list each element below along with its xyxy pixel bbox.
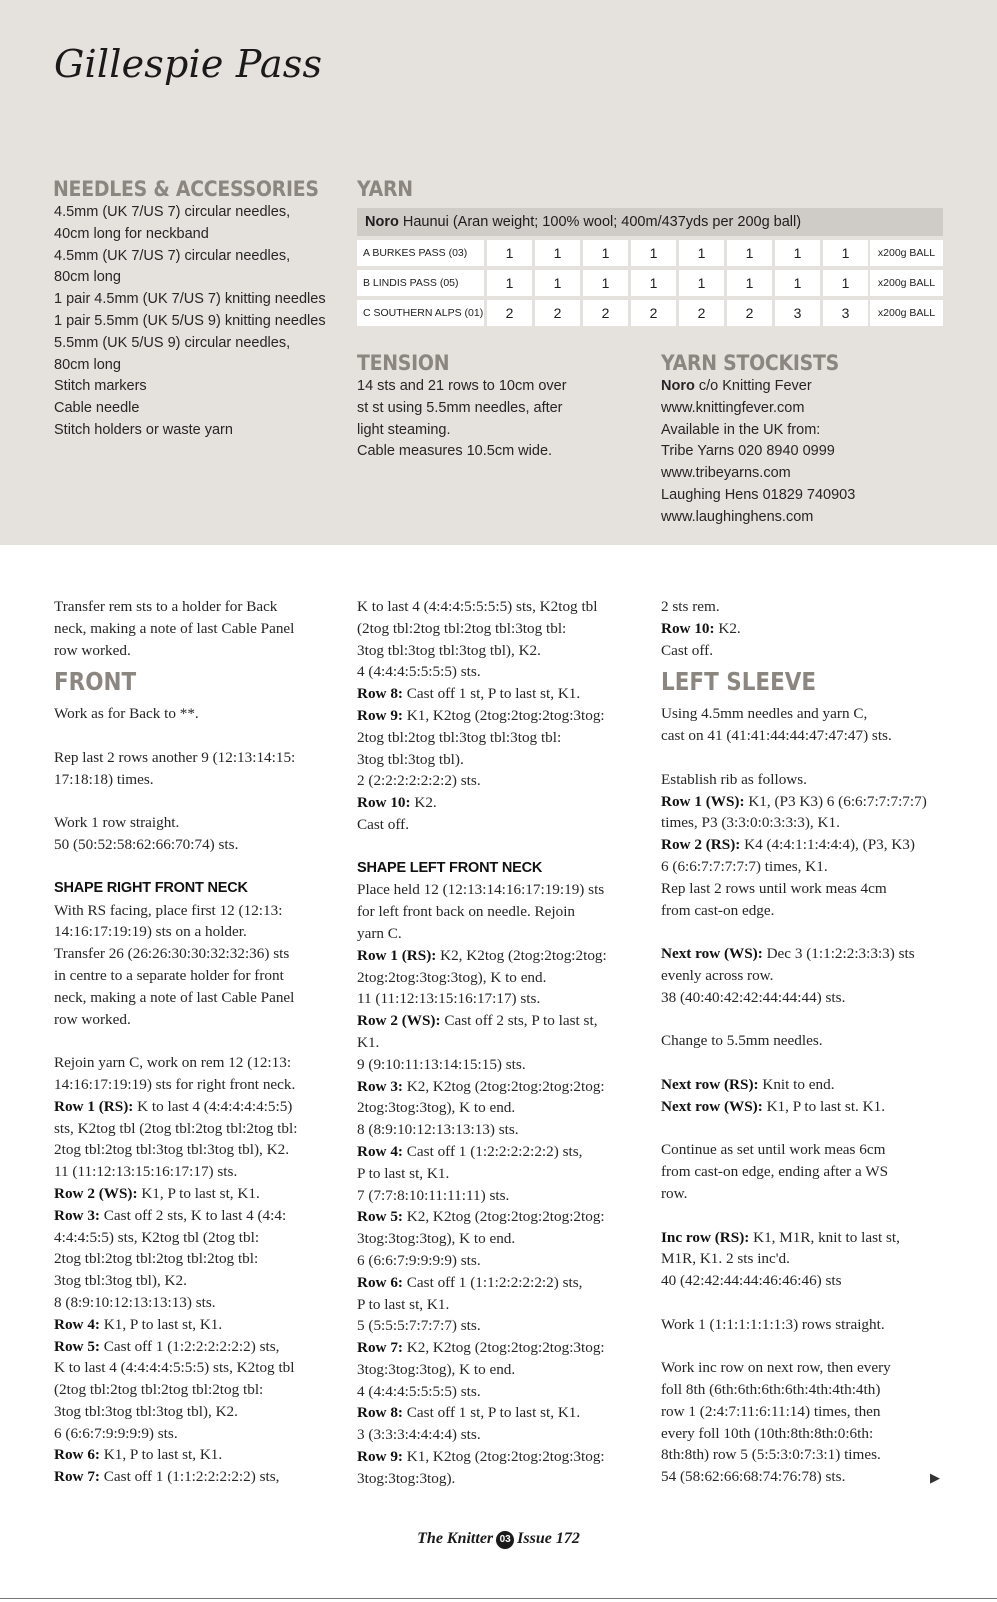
text-line: 3tog:3tog:3tog). [357,1469,456,1487]
yarn-unit: x200g BALL [870,270,943,296]
text-line: 8th:8th) row 5 (5:5:3:0:7:3:1) times. [661,1446,881,1464]
yarn-qty: 1 [727,240,772,266]
text-line: cast on 41 (41:41:44:44:47:47:47) sts. [661,727,892,745]
text-line: K to last 4 (4:4:4:4:5:5:5) sts, K2tog tbl [54,1359,295,1377]
yarn-qty: 1 [487,270,532,296]
yarn-qty: 2 [727,300,772,326]
tension-line: Cable measures 10.5cm wide. [357,443,553,460]
text-line: 3tog tbl:3tog tbl), K2. [54,1272,187,1290]
row-text: K2, K2tog (2tog:2tog:2tog:2tog: [406,1208,605,1226]
row-instruction [357,1402,647,1424]
yarn-desc-text: Haunui (Aran weight; 100% wool; 400m/437yds per 200g ball) [402,214,802,230]
text-line: (2tog tbl:2tog tbl:2tog tbl:2tog tbl: [54,1381,264,1399]
text-line: Transfer 26 (26:26:30:30:32:32:36) sts [54,945,290,963]
text-line: foll 8th (6th:6th:6th:6th:4th:4th:4th) [661,1381,881,1399]
row-label: Row 7: [357,1339,403,1357]
row-label: Row 4: [54,1315,100,1333]
row-text: Dec 3 (1:1:2:2:3:3:3) sts [766,945,915,963]
text-line: 11 (11:12:13:15:16:17:17) sts. [54,1163,238,1181]
row-label: Row 9: [357,706,403,724]
yarn-qty: 3 [775,300,820,326]
row-text: Cast off 1 st, P to last st, K1. [406,1404,581,1422]
row-label: Row 1 (RS): [357,946,437,964]
needles-heading: NEEDLES & ACCESSORIES [53,177,319,201]
row-instruction [54,1096,344,1118]
row-label: Row 3: [357,1077,403,1095]
pattern-column-2 [357,596,647,1490]
row-text: Cast off 1 (1:2:2:2:2:2:2) sts, [103,1337,280,1355]
row-text: K1, P to last st, K1. [141,1184,260,1202]
yarn-qty: 1 [535,270,580,296]
row-label: Row 10: [357,794,411,812]
page-footer [0,1530,997,1549]
row-text: K2. [718,619,741,637]
row-text: Cast off 1 (1:1:2:2:2:2:2) sts, [406,1273,583,1291]
pattern-column-3 [661,596,951,1488]
row-label: Next row (WS): [661,945,763,963]
row-label: Row 3: [54,1206,100,1224]
text-line: 2 sts rem. [661,598,720,615]
text-line: 4:4:4:5:5) sts, K2tog tbl (2tog tbl: [54,1228,260,1246]
continue-arrow-icon: ▶ [930,1471,940,1486]
text-line: 3tog:3tog:3tog), K to end. [357,1230,516,1248]
text-line: With RS facing, place first 12 (12:13: [54,901,283,919]
yarn-qty: 1 [775,240,820,266]
yarn-qty: 1 [487,240,532,266]
pattern-column-1 [54,596,344,1488]
row-label: Row 1 (RS): [54,1097,134,1115]
stockists-heading: YARN STOCKISTS [661,351,839,375]
text-line: Transfer rem sts to a holder for Back [54,598,278,615]
stockists-line: www.laughinghens.com [661,508,814,525]
text-line: row. [661,1184,688,1202]
stockists-line: Tribe Yarns 020 8940 0999 [661,443,835,460]
row-text: K2, K2tog (2tog:2tog:2tog:2tog: [406,1077,605,1095]
text-line: 6 (6:6:7:9:9:9:9) sts. [357,1251,481,1269]
text-line: 2 (2:2:2:2:2:2:2) sts. [357,772,481,790]
row-instruction [661,834,951,856]
text-line: 2tog tbl:2tog tbl:2tog tbl:2tog tbl: [54,1250,259,1268]
text-line: 8 (8:9:10:12:13:13:13) sts. [357,1121,519,1139]
text-line: Establish rib as follows. [661,770,807,788]
yarn-qty: 1 [823,270,868,296]
text-line: Cast off. [357,815,410,833]
text-line: 3tog tbl:3tog tbl:3tog tbl), K2. [357,641,541,659]
yarn-qty: 1 [727,270,772,296]
row-label: Row 10: [661,619,715,637]
text-line: every foll 10th (10th:8th:8th:0:6th: [661,1424,874,1442]
row-label: Row 1 (WS): [661,792,745,810]
needles-line: 1 pair 4.5mm (UK 7/US 7) knitting needles [54,291,326,308]
yarn-description [357,208,943,236]
yarn-heading: YARN [357,177,413,201]
row-instruction [661,1074,951,1096]
yarn-colour-label: C SOUTHERN ALPS (01) [357,300,484,326]
text-line: Work inc row on next row, then every [661,1359,891,1377]
yarn-qty: 1 [535,240,580,266]
text-line: Rejoin yarn C, work on rem 12 (12:13: [54,1054,292,1072]
needles-line: Cable needle [54,400,140,417]
row-label: Row 5: [357,1208,403,1226]
text-line: 2tog:2tog:3tog:3tog), K to end. [357,968,547,986]
issue-number: Issue 172 [517,1530,580,1547]
needles-line: 80cm long [54,356,121,373]
yarn-qty: 1 [583,270,628,296]
text-line: 6 (6:6:7:9:9:9:9) sts. [54,1424,178,1442]
yarn-brand: Noro [365,214,399,230]
text-line: 17:18:18) times. [54,770,154,788]
text-line: yarn C. [357,924,402,942]
text-line: from cast-on edge. [661,901,775,919]
stockists-line: Available in the UK from: [661,421,821,438]
needles-list [54,202,326,442]
row-text: K2, K2tog (2tog:2tog:2tog: [440,946,607,964]
stockists-line: www.knittingfever.com [661,399,805,416]
yarn-row-c [357,300,947,326]
row-label: Row 2 (RS): [661,836,741,854]
needles-line: 4.5mm (UK 7/US 7) circular needles, [54,247,291,264]
text-line: for left front back on needle. Rejoin [357,903,576,921]
magazine-name: The Knitter [417,1530,494,1547]
row-instruction [54,1444,344,1466]
row-text: Cast off 1 (1:1:2:2:2:2:2) sts, [103,1468,280,1486]
text-line: 40 (42:42:44:44:46:46:46) sts [661,1272,842,1290]
row-label: Row 4: [357,1142,403,1160]
row-instruction [357,1337,647,1359]
text-line: 3tog tbl:3tog tbl). [357,750,464,768]
needles-line: 40cm long for neckband [54,225,209,242]
text-line: 38 (40:40:42:42:44:44:44) sts. [661,988,846,1006]
row-label: Next row (WS): [661,1097,763,1115]
text-line: row 1 (2:4:7:11:6:11:14) times, then [661,1402,881,1420]
row-text: K1, P to last st, K1. [103,1315,223,1333]
row-text: K2, K2tog (2tog:2tog:2tog:3tog: [406,1339,605,1357]
tension-heading: TENSION [357,351,450,375]
row-text: K1, K2tog (2tog:2tog:2tog:3tog: [406,706,605,724]
text-line: 6 (6:6:7:7:7:7:7) times, K1. [661,857,828,875]
text-line: 8 (8:9:10:12:13:13:13) sts. [54,1293,216,1311]
text-line: 3 (3:3:3:4:4:4:4) sts. [357,1426,481,1444]
row-text: K to last 4 (4:4:4:4:4:5:5) [137,1097,293,1115]
row-text: Cast off 2 sts, P to last st, [444,1012,598,1030]
text-line: 5 (5:5:5:7:7:7:7) sts. [357,1317,481,1335]
row-text: Cast off 2 sts, K to last 4 (4:4: [103,1206,287,1224]
row-instruction [661,1096,951,1118]
text-line: 2tog:3tog:3tog), K to end. [357,1099,516,1117]
yarn-unit: x200g BALL [870,300,943,326]
text-line: 2tog tbl:2tog tbl:3tog tbl:3tog tbl), K2. [54,1141,289,1159]
text-line: P to last st, K1. [357,1164,450,1182]
yarn-qty: 1 [679,270,724,296]
text-line: neck, making a note of last Cable Panel [54,988,295,1006]
text-line: 50 (50:52:58:62:66:70:74) sts. [54,836,239,854]
row-instruction [54,1466,344,1488]
yarn-qty: 3 [823,300,868,326]
yarn-qty: 2 [535,300,580,326]
yarn-qty: 2 [487,300,532,326]
yarn-row-a [357,240,947,266]
page-number-badge: 03 [496,1531,514,1549]
row-instruction [357,945,647,967]
text-line: row worked. [54,1010,131,1028]
row-instruction [357,1010,647,1032]
yarn-colour-label: A BURKES PASS (03) [357,240,484,266]
row-text: Cast off 1 (1:2:2:2:2:2:2) sts, [406,1142,583,1160]
text-line: 4 (4:4:4:5:5:5:5) sts. [357,663,481,681]
front-heading: FRONT [54,667,137,697]
stockists-line [661,376,855,398]
text-line: 11 (11:12:13:15:16:17:17) sts. [357,990,541,1008]
row-label: Row 8: [357,685,403,703]
yarn-qty: 1 [631,240,676,266]
text-line: in centre to a separate holder for front [54,966,284,984]
text-line: P to last st, K1. [357,1295,450,1313]
stockist-brand: Noro [661,378,695,394]
tension-text [357,376,567,463]
bottom-rule [0,1598,997,1599]
row-label: Row 6: [357,1273,403,1291]
row-instruction [357,1141,647,1163]
needles-line: Stitch holders or waste yarn [54,421,233,438]
row-label: Row 6: [54,1446,100,1464]
text-line: Cast off. [661,641,714,659]
yarn-unit: x200g BALL [870,240,943,266]
left-sleeve-heading: LEFT SLEEVE [661,667,817,697]
text-line: Using 4.5mm needles and yarn C, [661,705,868,723]
row-text: K1, P to last st, K1. [103,1446,223,1464]
text-line: row worked. [54,641,131,659]
text-line: Place held 12 (12:13:14:16:17:19:19) sts [357,881,605,899]
text-line: Work 1 row straight. [54,814,180,832]
text-line: Work as for Back to **. [54,705,199,723]
needles-line: 4.5mm (UK 7/US 7) circular needles, [54,204,291,220]
text-line: Rep last 2 rows another 9 (12:13:14:15: [54,748,296,766]
yarn-qty: 2 [679,300,724,326]
row-instruction [357,792,647,814]
needles-line: 1 pair 5.5mm (UK 5/US 9) knitting needles [54,312,326,329]
yarn-qty: 1 [775,270,820,296]
row-text: K4 (4:4:1:1:4:4:4), (P3, K3) [744,836,915,854]
row-instruction [357,1076,647,1098]
yarn-colour-label: B LINDIS PASS (05) [357,270,484,296]
text-line: 9 (9:10:11:13:14:15:15) sts. [357,1055,526,1073]
row-instruction [357,1206,647,1228]
needles-line: 5.5mm (UK 5/US 9) circular needles, [54,334,291,351]
row-instruction [54,1205,344,1227]
text-line: Continue as set until work meas 6cm [661,1141,886,1159]
row-label: Next row (RS): [661,1075,759,1093]
tension-line: st st using 5.5mm needles, after [357,399,563,416]
stockists-line: www.tribeyarns.com [661,465,791,482]
text-line: Change to 5.5mm needles. [661,1032,823,1050]
row-instruction [54,1314,344,1336]
row-instruction [54,1336,344,1358]
yarn-qty: 1 [823,240,868,266]
row-text: K1, M1R, knit to last st, [753,1228,900,1246]
yarn-row-b [357,270,947,296]
row-instruction [661,791,951,813]
row-label: Row 5: [54,1337,100,1355]
stockists-text [661,376,855,529]
text-line: sts, K2tog tbl (2tog tbl:2tog tbl:2tog tbl: [54,1119,298,1137]
yarn-qty: 2 [583,300,628,326]
needles-line: 80cm long [54,269,121,286]
row-label: Row 2 (WS): [54,1184,138,1202]
text-line: 7 (7:7:8:10:11:11:11) sts. [357,1186,510,1204]
text-line: K1. [357,1033,380,1051]
text-line: Work 1 (1:1:1:1:1:1:3) rows straight. [661,1315,885,1333]
row-label: Inc row (RS): [661,1228,750,1246]
text-line: from cast-on edge, ending after a WS [661,1163,889,1181]
row-label: Row 7: [54,1468,100,1486]
row-label: Row 2 (WS): [357,1012,441,1030]
info-panel [0,0,997,545]
yarn-qty: 1 [583,240,628,266]
text-line: neck, making a note of last Cable Panel [54,619,295,637]
text-line: times, P3 (3:3:0:0:3:3:3), K1. [661,814,840,832]
row-instruction [357,1272,647,1294]
row-text: K1, K2tog (2tog:2tog:2tog:3tog: [406,1448,605,1466]
tension-line: 14 sts and 21 rows to 10cm over [357,378,567,394]
row-text: K2. [414,794,437,812]
shape-left-front-neck-heading: SHAPE LEFT FRONT NECK [357,859,543,876]
row-text: Cast off 1 st, P to last st, K1. [406,685,581,703]
text-line: K to last 4 (4:4:4:5:5:5:5) sts, K2tog tbl [357,598,598,615]
row-instruction [357,1446,647,1468]
yarn-qty: 2 [631,300,676,326]
row-instruction [54,1183,344,1205]
row-instruction [661,1227,951,1249]
text-line: 2tog tbl:2tog tbl:3tog tbl:3tog tbl: [357,728,562,746]
text-line: 3tog tbl:3tog tbl:3tog tbl), K2. [54,1402,238,1420]
text-line: 14:16:17:19:19) sts for right front neck. [54,1075,296,1093]
row-instruction [661,618,951,640]
text-line: 14:16:17:19:19) sts on a holder. [54,923,247,941]
row-text: K1, (P3 K3) 6 (6:6:7:7:7:7:7) [748,792,927,810]
text-line: Rep last 2 rows until work meas 4cm [661,879,887,897]
text-line: (2tog tbl:2tog tbl:2tog tbl:3tog tbl: [357,619,567,637]
yarn-qty: 1 [631,270,676,296]
row-text: K1, P to last st. K1. [766,1097,886,1115]
pattern-title: Gillespie Pass [54,42,323,86]
text-line: evenly across row. [661,966,774,984]
needles-line: Stitch markers [54,378,147,395]
text-line: 3tog:3tog:3tog), K to end. [357,1360,516,1378]
row-instruction [357,683,647,705]
tension-line: light steaming. [357,421,451,438]
stockists-line: Laughing Hens 01829 740903 [661,486,856,503]
text-line: 54 (58:62:66:68:74:76:78) sts. [661,1468,846,1486]
stockist-line-rest: c/o Knitting Fever [698,378,812,394]
shape-right-front-neck-heading: SHAPE RIGHT FRONT NECK [54,879,248,896]
text-line: 4 (4:4:4:5:5:5:5) sts. [357,1382,481,1400]
row-label: Row 9: [357,1448,403,1466]
row-instruction [357,705,647,727]
text-line: M1R, K1. 2 sts inc'd. [661,1250,790,1268]
yarn-qty: 1 [679,240,724,266]
row-text: Knit to end. [762,1075,835,1093]
row-label: Row 8: [357,1404,403,1422]
row-instruction [661,943,951,965]
